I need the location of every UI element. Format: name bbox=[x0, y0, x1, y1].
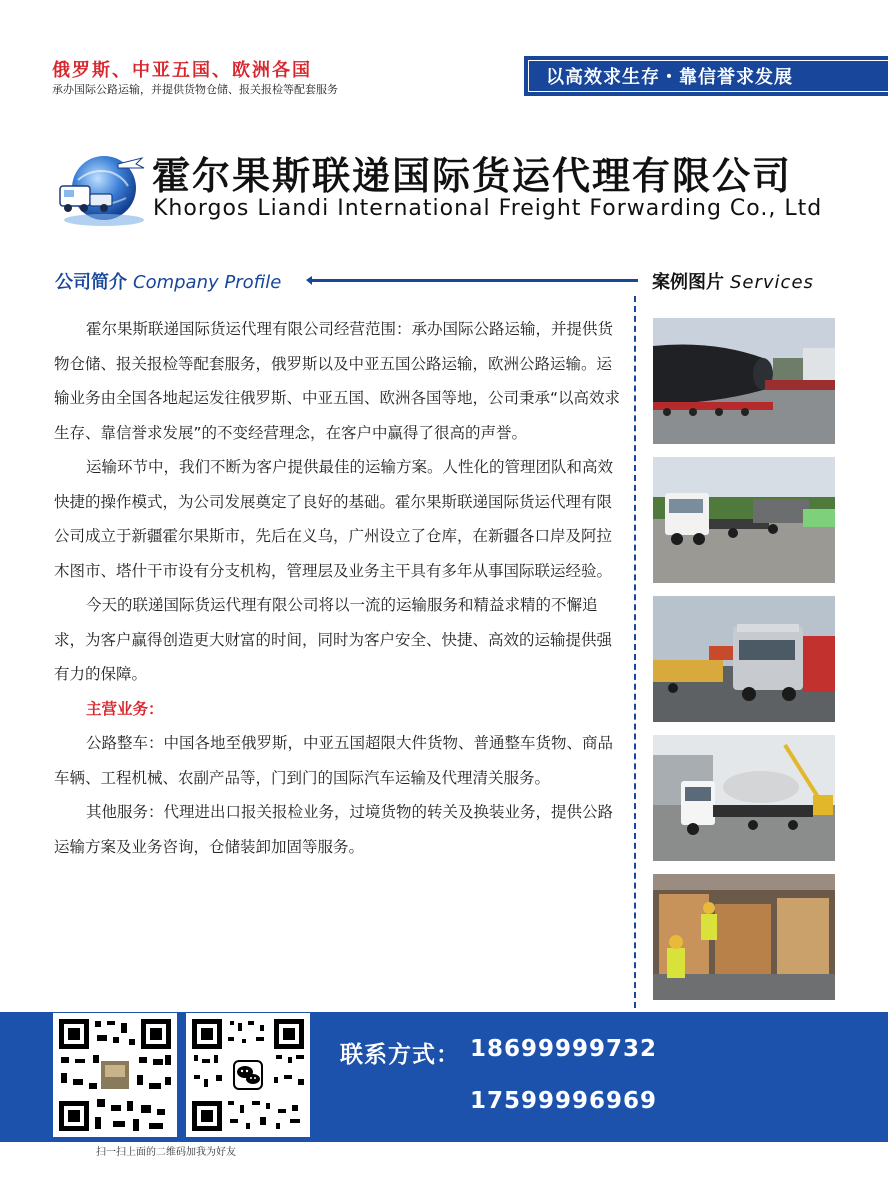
qr-code-wechat-icon[interactable] bbox=[186, 1013, 310, 1137]
profile-paragraph: 霍尔果斯联递国际货运代理有限公司经营范围：承办国际公路运输，并提供货物仓储、报关报检等配套服务，俄罗斯以及中亚五国公路运输，欧洲公路运输。运输业务由全国各地起运发往俄罗斯、中亚五国、欧洲各国等地，公司秉承“以高效求生存、靠信誉求发展”的不变经营理念，在客户中赢得了很高的声誉。 bbox=[54, 320, 621, 442]
business-item: 公路整车：中国各地至俄罗斯，中亚五国超限大件货物、普通整车货物、商品车辆、工程机械、农副产品等，门到门的国际汽车运输及代理清关服务。 bbox=[54, 734, 614, 787]
profile-heading bbox=[55, 268, 281, 294]
slogan-text: 以高效求生存・靠信誉求发展 bbox=[546, 67, 793, 88]
phone-number[interactable]: 18699999732 bbox=[470, 1036, 658, 1062]
contact-label: 联系方式： bbox=[340, 1042, 460, 1068]
scan-qr-note: 扫一扫上面的二维码加我为好友 bbox=[96, 1147, 236, 1158]
profile-paragraph: 运输环节中，我们不断为客户提供最佳的运输方案。人性化的管理团队和高效快捷的操作模式，为公司发展奠定了良好的基础。霍尔果斯联递国际货运代理有限公司成立于新疆霍尔果斯市，先后在义乌，广州设立了仓库，在新疆各口岸及阿拉木图市、塔什干市设有分支机构，管理层及业务主干具有多年从事国际联运经验。 bbox=[54, 458, 614, 580]
company-logo bbox=[52, 150, 148, 228]
column-divider bbox=[634, 296, 636, 1008]
main-business-heading: 主营业务： bbox=[86, 699, 164, 718]
profile-heading-en: Company Profile bbox=[133, 272, 282, 293]
services-subline: 承办国际公路运输，并提供货物仓储、报关报检等配套服务 bbox=[52, 83, 338, 96]
case-photo-crane-loading bbox=[653, 735, 835, 861]
business-item: 其他服务：代理进出口报关报检业务，过境货物的转关及换装业务，提供公路运输方案及业务咨询，仓储装卸加固等服务。 bbox=[54, 803, 614, 856]
profile-heading-cn: 公司简介 bbox=[55, 272, 127, 293]
company-name-en: Khorgos Liandi International Freight Forwarding Co., Ltd bbox=[153, 196, 823, 221]
case-photo-cargo-loading bbox=[653, 874, 835, 1000]
phone-number[interactable]: 17599996969 bbox=[470, 1088, 658, 1114]
profile-paragraph: 今天的联递国际货运代理有限公司将以一流的运输服务和精益求精的不懈追求，为客户赢得创造更大财富的时间，同时为客户安全、快捷、高效的运输提供强有力的保障。 bbox=[54, 596, 613, 683]
globe-truck-logo-icon bbox=[52, 150, 148, 228]
slogan-banner bbox=[524, 56, 888, 96]
profile-body bbox=[54, 312, 624, 864]
services-heading-cn: 案例图片 bbox=[652, 272, 724, 293]
case-photo-trucks-yard bbox=[653, 457, 835, 583]
case-photo-silver-truck bbox=[653, 596, 835, 722]
services-heading bbox=[652, 268, 814, 294]
profile-heading-rule bbox=[312, 279, 638, 282]
qr-code-personal-icon[interactable] bbox=[53, 1013, 177, 1137]
regions-headline: 俄罗斯、中亚五国、欧洲各国 bbox=[52, 60, 312, 81]
services-heading-en: Services bbox=[730, 272, 814, 293]
company-name-cn: 霍尔果斯联递国际货运代理有限公司 bbox=[152, 154, 793, 198]
case-photo-oversize-tanks bbox=[653, 318, 835, 444]
